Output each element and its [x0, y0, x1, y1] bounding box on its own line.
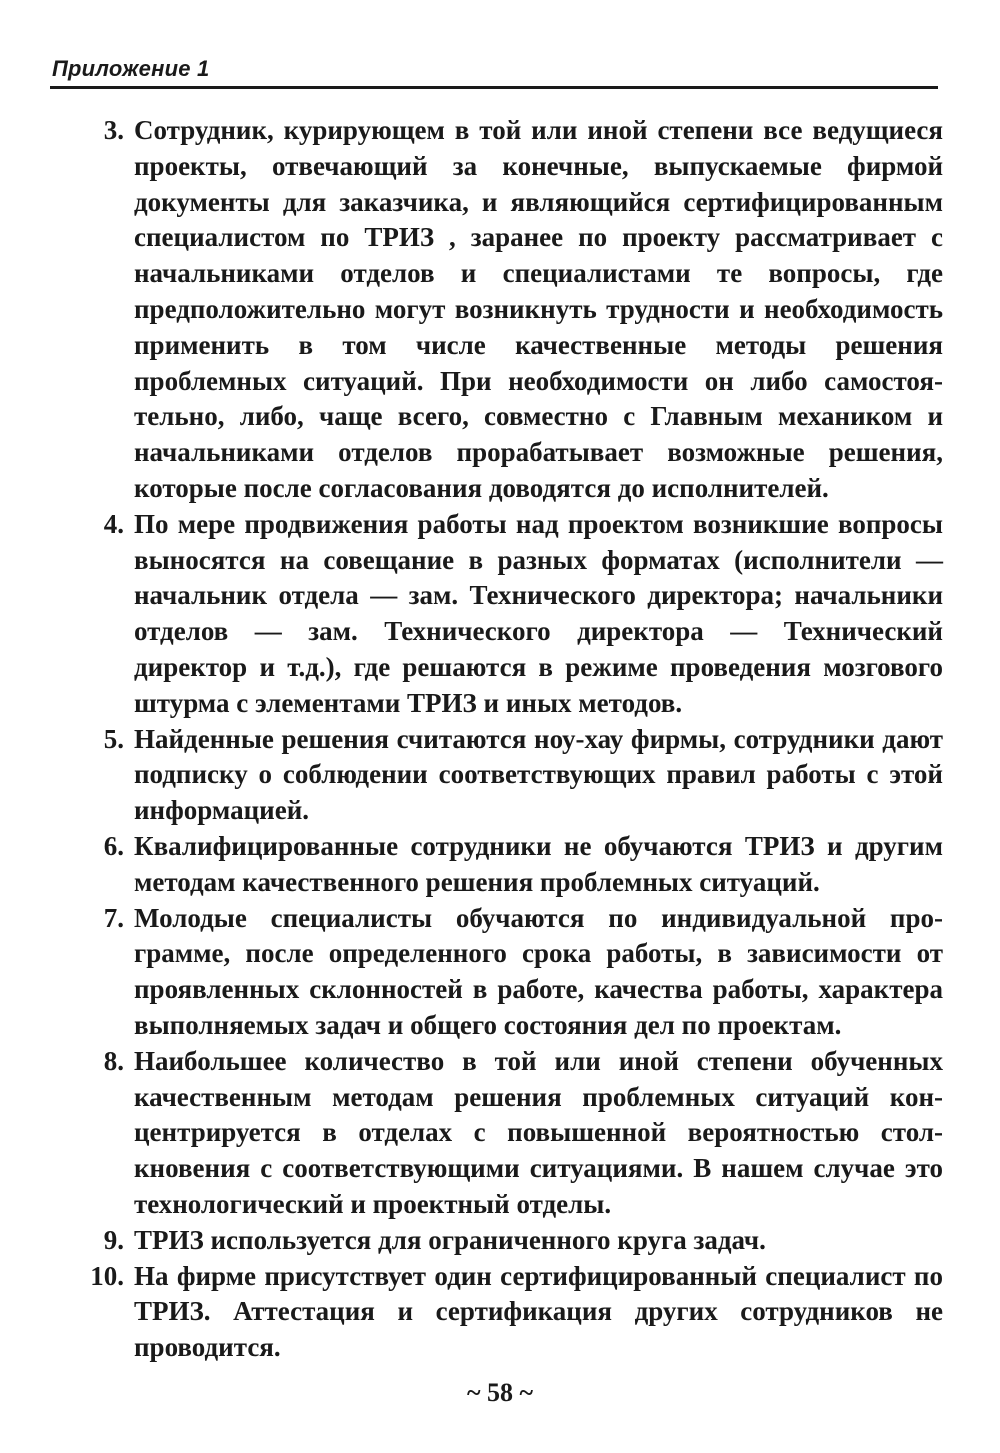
list-item — [58, 1223, 943, 1259]
list-item-number: 5. — [103, 723, 124, 754]
list-item-text: По мере продвижения работы над проектом возникшие вопросы выносятся на совещание в разных форматах (исполнители — начальник отдела — зам. Технического директора; начальники отделов — зам. Технического директора — Технический директор и т.д.), где решаются в режиме проведения мозгового штурма с элементами ТРИЗ и иных методов. — [134, 508, 943, 718]
list-item-number: 8. — [103, 1045, 124, 1076]
list-item-text: Найденные решения считаются ноу-хау фирмы, сотрудники дают подписку о соблюдении соответствующих правил работы с этой информацией. — [134, 723, 943, 826]
numbered-list — [58, 113, 943, 1366]
list-item-text: ТРИЗ используется для ограниченного круга задач. — [134, 1224, 766, 1255]
list-item-text: Квалифицированные сотрудники не обучаются ТРИЗ и другим методам качественного решения проблемных ситуаций. — [134, 830, 943, 897]
list-item-number: 4. — [103, 508, 124, 539]
page-number: ~ 58 ~ — [466, 1378, 534, 1407]
list-item — [58, 1044, 943, 1223]
list-item-text: На фирме присутствует один сертифицированный специалист по ТРИЗ. Аттестация и сертификация других сотрудников не проводится. — [134, 1260, 943, 1363]
running-header — [50, 52, 938, 89]
list-item-text: Молодые специалисты обучаются по индивидуальной программе, после определенного срока работы, в зависимости от проявленных склонностей в работе, качества работы, характера выполняемых задач и общего состояния дел по проектам. — [134, 902, 943, 1040]
list-item-number: 10. — [90, 1260, 124, 1291]
list-item — [58, 901, 943, 1044]
list-item — [58, 722, 943, 829]
list-item — [58, 113, 943, 507]
list-item — [58, 829, 943, 901]
list-item-number: 6. — [103, 830, 124, 861]
list-item-text: Сотрудник, курирующем в той или иной степени все ведущиеся проекты, отвечающий за конечные, выпускаемые фирмой документы для заказчика, и являющийся сертифицированным специалистом по ТРИЗ , заранее по проекту рассматривает с начальниками отделов и специалистами те вопросы, где предположительно могут возникнуть трудности и необходимость применить в том числе качественные методы решения проблемных ситуаций. При необходимости он либо самостоятельно, либо, чаще всего, совместно с Главным механиком и начальниками отделов прорабатывает возможные решения, которые после согласования доводятся до исполнителей. — [134, 115, 943, 503]
list-item-number: 9. — [103, 1224, 124, 1255]
list-item-number: 3. — [103, 115, 124, 145]
list-item-number: 7. — [103, 902, 124, 933]
list-item — [58, 507, 943, 722]
header-title: Приложение 1 — [52, 56, 210, 81]
list-item-text: Наибольшее количество в той или иной степени обученных качественным методам решения проблемных ситуаций концентрируется в отделах с повышенной вероятностью столкновения с соответствующими ситуациями. В нашем случае это технологический и проектный отделы. — [134, 1045, 943, 1219]
list-item — [58, 1259, 943, 1366]
